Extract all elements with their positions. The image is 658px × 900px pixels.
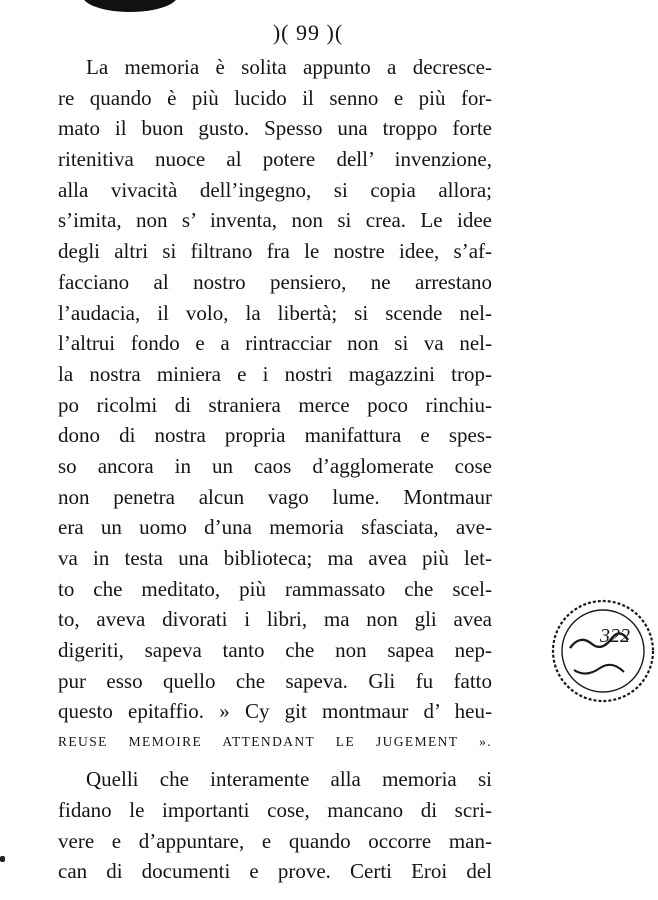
- text-line: dono di nostra propria manifattura e spes-: [58, 423, 492, 448]
- text-line: s’imita, non s’ inventa, non si crea. Le idee: [58, 208, 492, 233]
- text-line: Quelli che interamente alla memoria si: [86, 767, 492, 792]
- paragraph-1: [58, 52, 492, 756]
- text-line: to, aveva divorati i libri, ma non gli avea: [58, 607, 492, 632]
- text-line: va in testa una biblioteca; ma avea più let-: [58, 546, 492, 570]
- text-line: to che meditato, più rammassato che scel-: [58, 576, 492, 601]
- text-line: fidano le importanti cose, mancano di scri-: [58, 797, 492, 822]
- text-line: alla vivacità dell’ingegno, si copia allora;: [58, 177, 492, 202]
- text-line: so ancora in un caos d’agglomerate cose: [58, 453, 492, 478]
- text-line: mato il buon gusto. Spesso una troppo forte: [58, 116, 492, 141]
- body-text: [58, 52, 492, 887]
- text-line: facciano al nostro pensiero, ne arrestano: [58, 269, 492, 294]
- stamp-number: 322: [600, 625, 630, 647]
- text-line: degli altri si filtrano fra le nostre idee, s’af-: [58, 239, 492, 264]
- edge-mark: [0, 856, 5, 862]
- epitaph-caps-line: REUSE MEMOIRE ATTENDANT LE JUGEMENT ».: [58, 734, 492, 750]
- ink-blot: [82, 0, 178, 12]
- library-stamp: [548, 596, 658, 706]
- text-line: pur esso quello che sapeva. Gli fu fatto: [58, 668, 492, 693]
- text-line: po ricolmi di straniera merce poco rinchiu-: [58, 392, 492, 417]
- text-line: ritenitiva nuoce al potere dell’ invenzione,: [58, 147, 492, 172]
- paragraph-2: [58, 764, 492, 887]
- text-line: non penetra alcun vago lume. Montmaur: [58, 484, 492, 509]
- text-line: vere e d’appuntare, e quando occorre man-: [58, 828, 492, 853]
- text-line: digeriti, sapeva tanto che non sapea nep-: [58, 638, 492, 663]
- text-line: l’altrui fondo e a rintracciar non si va nel-: [58, 331, 492, 356]
- text-line: La memoria è solita appunto a decresce-: [86, 55, 492, 79]
- text-line: can di documenti e prove. Certi Eroi del: [58, 859, 492, 884]
- text-line: re quando è più lucido il senno e più for-: [58, 85, 492, 110]
- text-line: l’audacia, il volo, la libertà; si scende nel-: [58, 300, 492, 325]
- text-line: la nostra miniera e i nostri magazzini trop-: [58, 361, 492, 386]
- text-line: questo epitaffio. » Cy git montmaur d’ heu-: [58, 699, 492, 724]
- text-line: era un uomo d’una memoria sfasciata, ave-: [58, 515, 492, 540]
- page-number: )( 99 )(: [272, 20, 344, 45]
